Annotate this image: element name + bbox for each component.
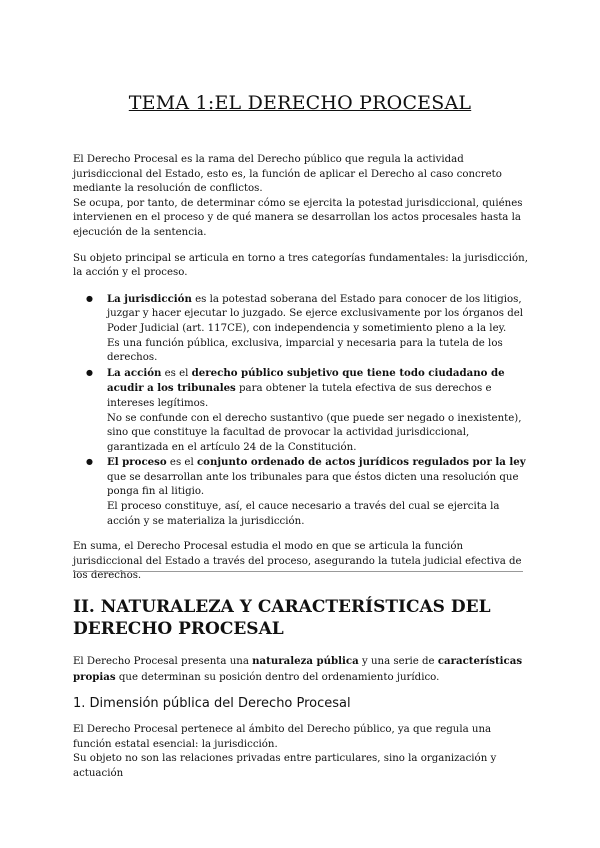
categories-list xyxy=(73,292,530,530)
intro-paragraph-1: El Derecho Procesal es la rama del Derecho público que regula la actividad jurisdiccional del Estado, esto es, la función de aplicar el Derecho al caso concreto mediante la resolución de conflictos. xyxy=(73,154,502,195)
proceso-definition: conjunto ordenado de actos jurídicos regulados por la ley xyxy=(196,456,526,469)
accion-extra: No se confunde con el derecho sustantivo (que puede ser negado o inexistente), sino que constituye la facultad de provocar la actividad jurisdiccional, garantizada en el artículo 24 de la Constitución. xyxy=(107,412,522,453)
accion-mid: es el xyxy=(161,367,192,379)
section1-body xyxy=(73,153,530,584)
accion-definition: derecho público subjetivo que tiene todo ciudadano de acudir a los tribunales xyxy=(107,366,505,395)
summary-paragraph: En suma, el Derecho Procesal estudia el modo en que se articula la función jurisdiccional del Estado a través del proceso, asegurando la tutela judicial efectiva de los derechos. xyxy=(73,541,522,582)
intro-paragraph-2: Se ocupa, por tanto, de determinar cómo se ejercita la potestad jurisdiccional, quiénes intervienen en el proceso y de qué manera se desarrollan los actos procesales hasta la ejecución de la sentencia. xyxy=(73,197,523,238)
subsection-heading: 1. Dimensión pública del Derecho Procesal xyxy=(73,696,351,712)
section-divider xyxy=(73,571,523,572)
proceso-extra: El proceso constituye, así, el cauce necesario a través del cual se ejercita la acción y se materializa la jurisdicción. xyxy=(107,501,500,527)
intro-paragraph-3: Su objeto principal se articula en torno a tres categorías fundamentales: la jurisdicción, la acción y el proceso. xyxy=(73,252,528,279)
section2-heading: II. NATURALEZA Y CARACTERÍSTICAS DEL DERECHO PROCESAL xyxy=(73,597,491,639)
subsection-paragraph-2: Su objeto no son las relaciones privadas entre particulares, sino la organización y actuación xyxy=(73,753,497,779)
list-item-proceso xyxy=(73,455,530,529)
section2-body xyxy=(73,654,530,782)
proceso-text: que se desarrollan ante los tribunales para que éstos dicten una resolución que ponga fin al litigio. xyxy=(107,471,519,498)
subsection-paragraph-1: El Derecho Procesal pertenece al ámbito del Derecho público, ya que regula una función estatal esencial: la jurisdicción. xyxy=(73,724,492,750)
accion-text: para obtener la tutela efectiva de sus derechos e intereses legítimos. xyxy=(107,383,492,409)
page-title: TEMA 1:EL DERECHO PROCESAL xyxy=(128,92,472,114)
term-accion: La acción xyxy=(107,366,162,379)
section2-intro: El Derecho Procesal presenta una naturaleza pública y una serie de características propias que determinan su posición dentro del ordenamiento jurídico. xyxy=(73,655,523,683)
proceso-mid: es el xyxy=(166,457,197,469)
list-item-accion xyxy=(73,366,530,456)
term-jurisdiccion: La jurisdicción xyxy=(107,292,192,305)
jurisdiccion-text: es la potestad soberana del Estado para conocer de los litigios, juzgar y hacer ejecutar lo juzgado. Se ejerce exclusivamente por los órganos del Poder Judicial (art. 117CE), con independencia y sometimiento pleno a la ley. xyxy=(107,293,524,334)
list-item-jurisdiccion xyxy=(73,292,530,366)
term-proceso: El proceso xyxy=(107,456,167,469)
jurisdiccion-extra: Es una función pública, exclusiva, imparcial y necesaria para la tutela de los derechos. xyxy=(107,337,503,364)
